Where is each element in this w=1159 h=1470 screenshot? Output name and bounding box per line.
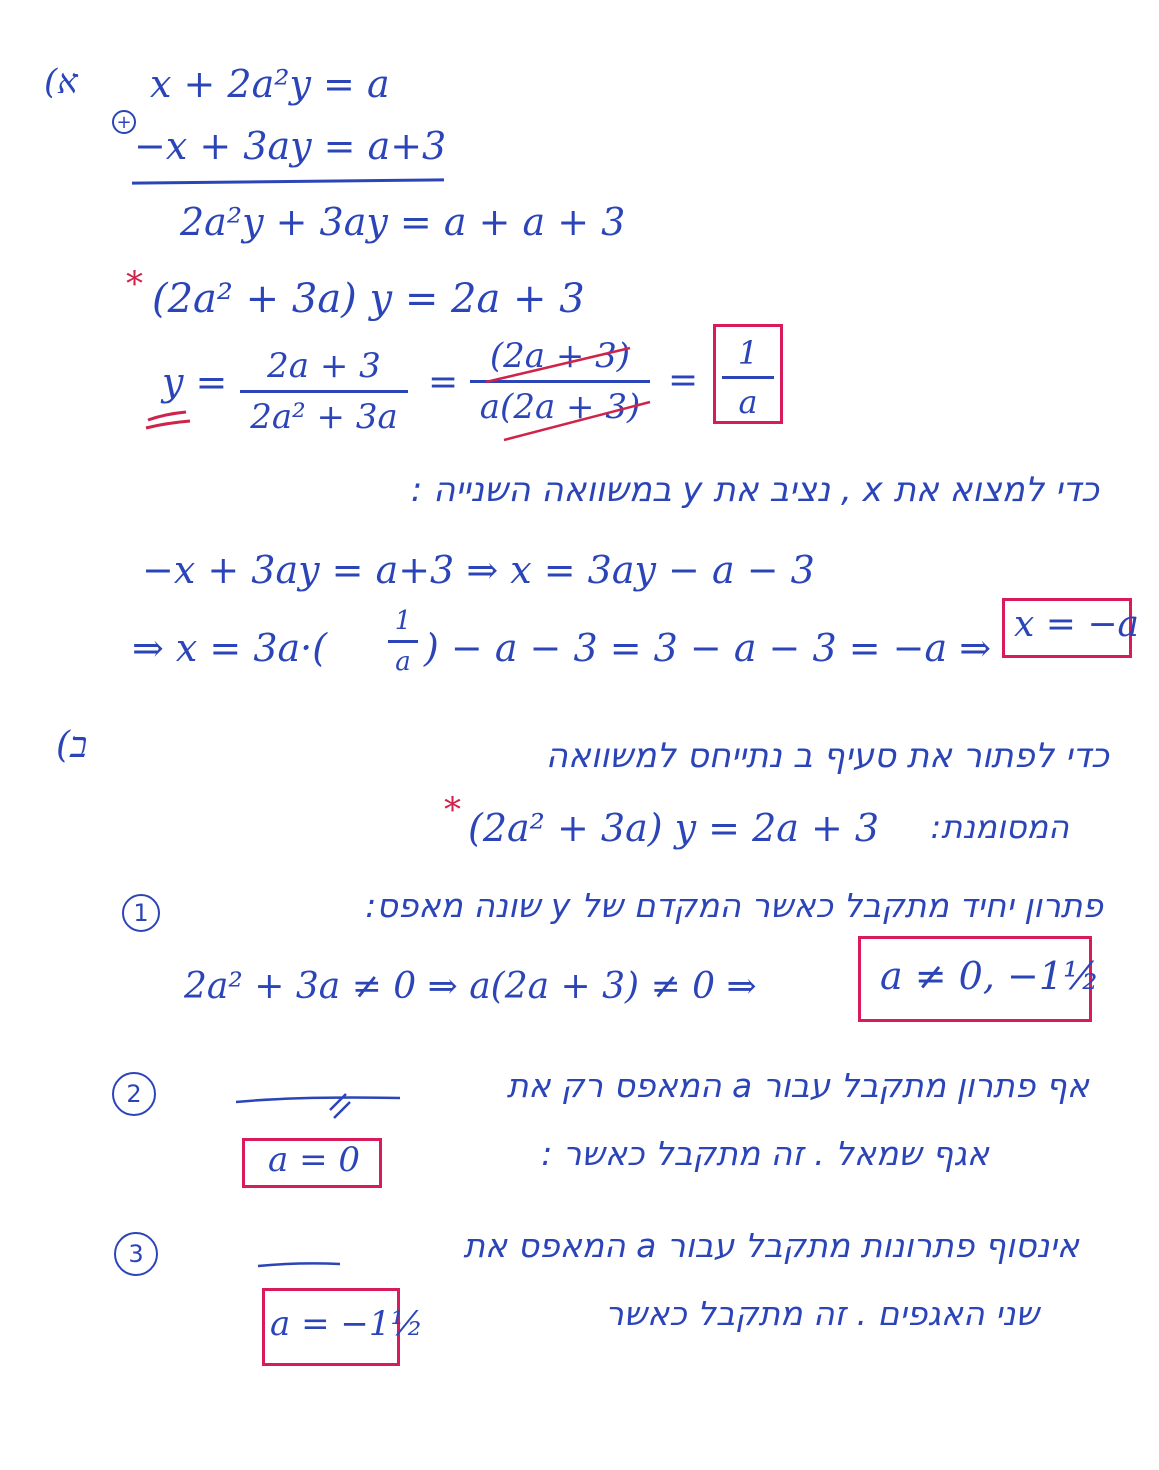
part-b-label: ב) [56,725,88,766]
item-2-negation-mark [330,1094,350,1118]
equals-sign-2: = [668,360,699,401]
x-line-2-frac-numerator: 1 [394,606,412,636]
fraction-2 [470,336,650,427]
fraction-1 [240,346,408,437]
x-line-2b: ) − a − 3 = 3 − a − 3 = −a ⇒ [424,626,992,670]
x-line-1: −x + 3ay = a+3 ⇒ x = 3ay − a − 3 [142,548,815,592]
equation-2: −x + 3ay = a+3 [134,124,447,168]
result-y-numerator: 1 [737,334,759,372]
result-x: x = −a [1014,604,1139,645]
factored-equation: (2a² + 3a) y = 2a + 3 [152,276,585,322]
part-b-intro-1: כדי לפתור את סעיף ב נתייחס למשוואה [545,736,1109,776]
fraction-2-numerator: (2a + 3) [489,336,631,376]
item-2-text-1: אף פתרון מתקבל עבור a המאפס רק את [506,1066,1089,1105]
part-a-label: א) [44,62,78,102]
item-1-text: פתרון יחיד מתקבל כאשר המקדם של y שונה מאפס: [365,886,1103,925]
fraction-1-bar [240,390,408,393]
x-line-2a: ⇒ x = 3a·( [132,626,328,670]
fraction-1-denominator: 2a² + 3a [250,397,398,437]
item-1-number: 1 [122,894,160,932]
y-underline-1 [148,412,186,420]
item-3-result: a = −1½ [270,1304,424,1344]
fraction-2-bar [470,380,650,383]
y-lhs: y = [162,360,228,404]
result-y-fraction [722,334,774,421]
x-line-2-frac-denominator: a [395,647,411,677]
fraction-1-numerator: 2a + 3 [267,346,381,386]
result-y-bar [722,376,774,379]
equals-sign-1: = [428,362,459,403]
item-2-text-2: אגף שמאל . זה מתקבל כאשר : [541,1134,989,1173]
fraction-2-denominator: a(2a + 3) [479,387,641,427]
y-underline-2 [146,421,190,428]
marked-equation: (2a² + 3a) y = 2a + 3 [468,806,880,850]
item-1-math: 2a² + 3a ≠ 0 ⇒ a(2a + 3) ≠ 0 ⇒ [184,966,757,1007]
plus-sign-circled: + [112,110,136,134]
item-3-text-2: שני האגפים . זה מתקבל כאשר [605,1294,1039,1333]
item-1-result: a ≠ 0, −1½ [880,954,1100,998]
item-3-number: 3 [114,1232,158,1276]
item-3-text-1: אינסוף פתרונות מתקבל עבור a המאפס את [463,1226,1079,1265]
item-2-result: a = 0 [268,1140,361,1180]
note-substitute-y: כדי למצוא את x , נציב את y במשוואה השנייה : [410,470,1099,510]
x-line-2-fraction [388,606,418,677]
equation-1: x + 2a²y = a [150,62,390,106]
x-line-2-frac-bar [388,640,418,643]
part-b-intro-2: המסומנת: [930,808,1069,846]
star-mark-b: * [444,790,461,830]
star-mark-a: * [126,264,143,304]
item-3-underline [258,1263,340,1266]
item-2-underline [236,1098,400,1103]
sum-equation: 2a²y + 3ay = a + a + 3 [180,200,626,244]
sum-rule [132,178,444,184]
item-2-number: 2 [112,1072,156,1116]
result-y-denominator: a [738,383,758,421]
